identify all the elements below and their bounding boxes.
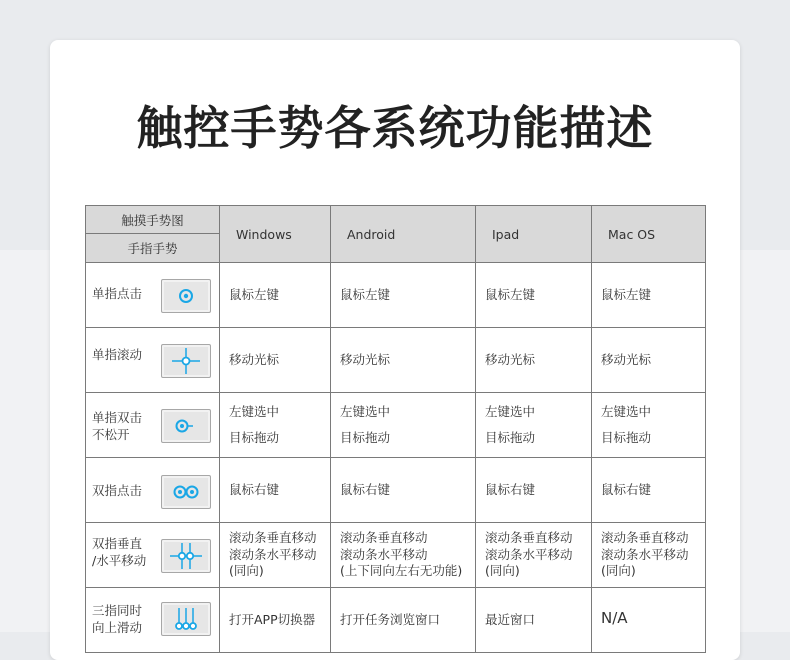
function-cell: 鼠标左键 [476, 263, 592, 328]
table-row [86, 263, 706, 328]
function-cell: 鼠标左键 [220, 263, 331, 328]
table-row [86, 393, 706, 458]
header-windows: Windows [220, 206, 331, 263]
page-title: 触控手势各系统功能描述 [136, 101, 654, 155]
gesture-name: 单指滚动 [92, 347, 143, 362]
gesture-name: 双指点击 [92, 483, 143, 498]
gesture-name: 单指点击 [92, 286, 143, 301]
three-finger-swipe-up-icon [161, 602, 211, 636]
function-cell: 移动光标 [220, 328, 331, 393]
function-cell: 鼠标右键 [220, 458, 331, 523]
function-cell: N/A [592, 588, 706, 653]
single-tap-icon [161, 279, 211, 313]
function-cell: 移动光标 [476, 328, 592, 393]
gesture-cell [86, 588, 220, 653]
gesture-cell [86, 263, 220, 328]
gesture-name: 单指双击 不松开 [92, 410, 143, 442]
function-cell: 移动光标 [331, 328, 476, 393]
function-cell: 鼠标右键 [331, 458, 476, 523]
gesture-name: 三指同时 向上滑动 [92, 603, 143, 635]
function-cell: 打开APP切换器 [220, 588, 331, 653]
gesture-table [85, 205, 706, 653]
single-scroll-icon [161, 344, 211, 378]
gesture-cell [86, 328, 220, 393]
function-cell: 打开任务浏览窗口 [331, 588, 476, 653]
function-cell: 滚动条垂直移动 滚动条水平移动 (上下同向左右无功能) [331, 523, 476, 588]
gesture-cell [86, 523, 220, 588]
header-gesture: 手指手势 [127, 241, 178, 256]
table-row [86, 458, 706, 523]
function-cell: 最近窗口 [476, 588, 592, 653]
header-android: Android [331, 206, 476, 263]
table-row [86, 588, 706, 653]
function-cell: 左键选中 目标拖动 [331, 393, 476, 458]
function-cell: 鼠标左键 [331, 263, 476, 328]
table-row [86, 328, 706, 393]
function-cell: 滚动条垂直移动 滚动条水平移动 (同向) [592, 523, 706, 588]
function-cell: 滚动条垂直移动 滚动条水平移动 (同向) [220, 523, 331, 588]
table-row [86, 523, 706, 588]
function-cell: 鼠标左键 [592, 263, 706, 328]
function-cell: 滚动条垂直移动 滚动条水平移动 (同向) [476, 523, 592, 588]
header-row [86, 206, 706, 263]
gesture-name: 双指垂直 /水平移动 [92, 536, 147, 568]
function-cell: 鼠标右键 [476, 458, 592, 523]
function-cell: 左键选中 目标拖动 [592, 393, 706, 458]
gesture-cell [86, 458, 220, 523]
two-finger-tap-icon [161, 475, 211, 509]
header-gesture-cell [86, 206, 220, 263]
gesture-cell [86, 393, 220, 458]
function-cell: 移动光标 [592, 328, 706, 393]
double-tap-hold-icon [161, 409, 211, 443]
header-ipad: Ipad [476, 206, 592, 263]
function-cell: 鼠标右键 [592, 458, 706, 523]
function-cell: 左键选中 目标拖动 [220, 393, 331, 458]
function-cell: 左键选中 目标拖动 [476, 393, 592, 458]
two-finger-scroll-icon [161, 539, 211, 573]
header-macos: Mac OS [592, 206, 706, 263]
header-gesture-image: 触摸手势图 [86, 206, 219, 234]
